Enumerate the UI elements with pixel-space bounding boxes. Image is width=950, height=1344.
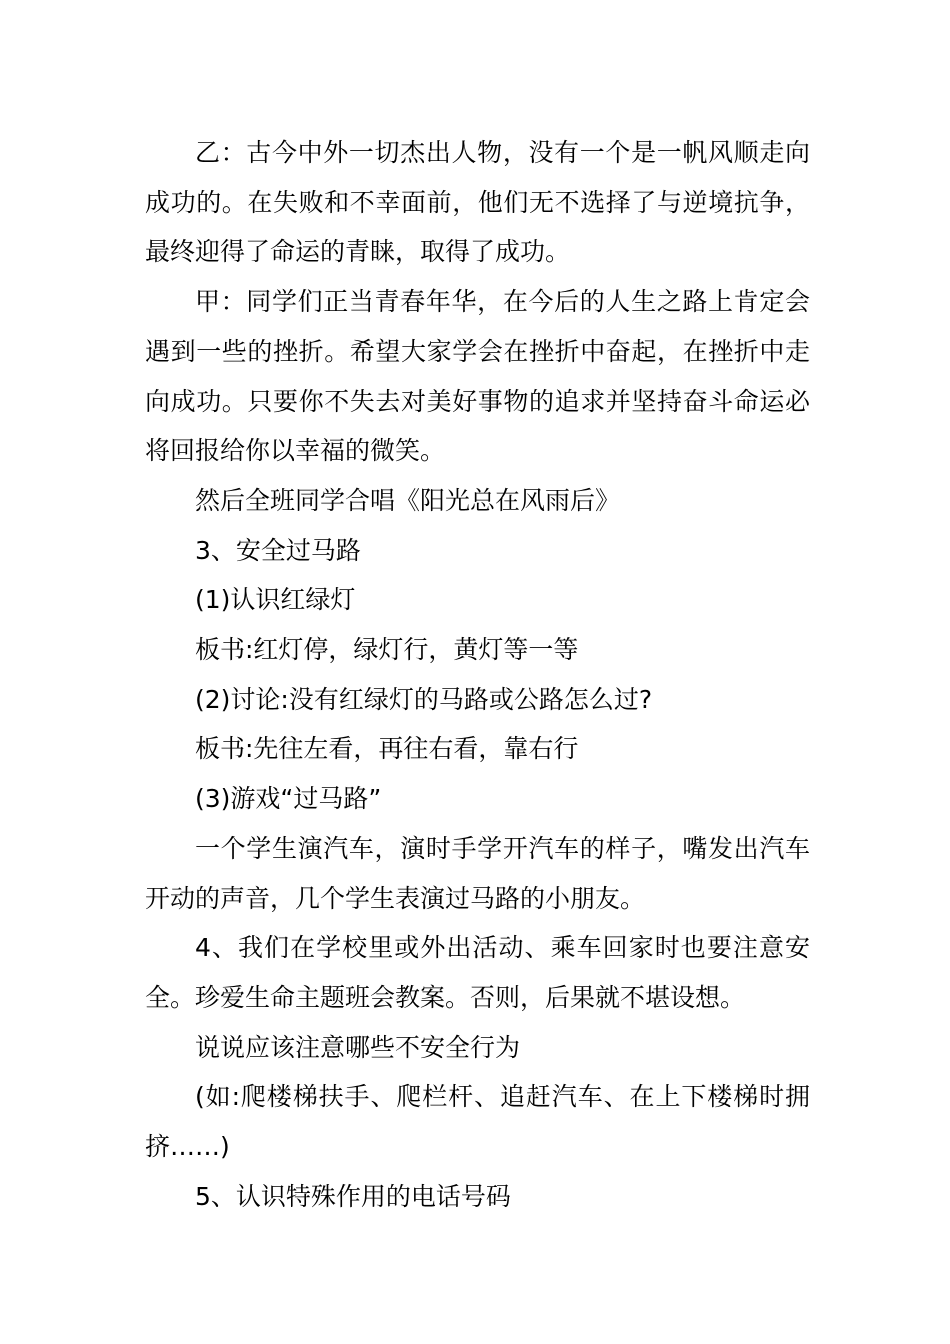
subsection-game: (3)游戏“过马路” [195,784,382,814]
paragraph-dialogue-jia: 甲：同学们正当青春年华，在今后的人生之路上肯定会遇到一些的挫折。希望大家学会在挫折中奋起，在挫折中走向成功。只要你不失去对美好事物的追求并坚持奋斗命运必将回报给你以幸福的微笑。 [145,287,810,466]
paragraph-game-description: 一个学生演汽车，演时手学开汽车的样子，嘴发出汽车开动的声音，几个学生表演过马路的小朋友。 [145,833,810,913]
section-heading-safety-outside: 4、我们在学校里或外出活动、乘车回家时也要注意安全。珍爱生命主题班会教案。否则，后果就不堪设想。 [145,933,810,1012]
paragraph-dialogue-yi: 乙：古今中外一切杰出人物，没有一个是一帆风顺走向成功的。在失败和不幸面前，他们无不选择了与逆境抗争，最终迎得了命运的青睐，取得了成功。 [145,138,810,267]
paragraph-class-song: 然后全班同学合唱《阳光总在风雨后》 [195,485,621,515]
blackboard-note-look-both-ways: 板书:先往左看，再往右看，靠右行 [195,734,579,764]
paragraph-unsafe-behaviors: 说说应该注意哪些不安全行为 [195,1032,521,1062]
section-heading-phone-numbers: 5、认识特殊作用的电话号码 [195,1181,511,1211]
paragraph-unsafe-examples: (如:爬楼梯扶手、爬栏杆、追赶汽车、在上下楼梯时拥挤……) [145,1082,810,1162]
subsection-discussion: (2)讨论:没有红绿灯的马路或公路怎么过? [195,684,653,714]
subsection-traffic-lights: (1)认识红绿灯 [195,585,356,615]
blackboard-note-traffic-lights: 板书:红灯停，绿灯行，黄灯等一等 [195,635,579,665]
section-heading-crossing-road: 3、安全过马路 [195,535,361,565]
document-body [145,128,810,1221]
